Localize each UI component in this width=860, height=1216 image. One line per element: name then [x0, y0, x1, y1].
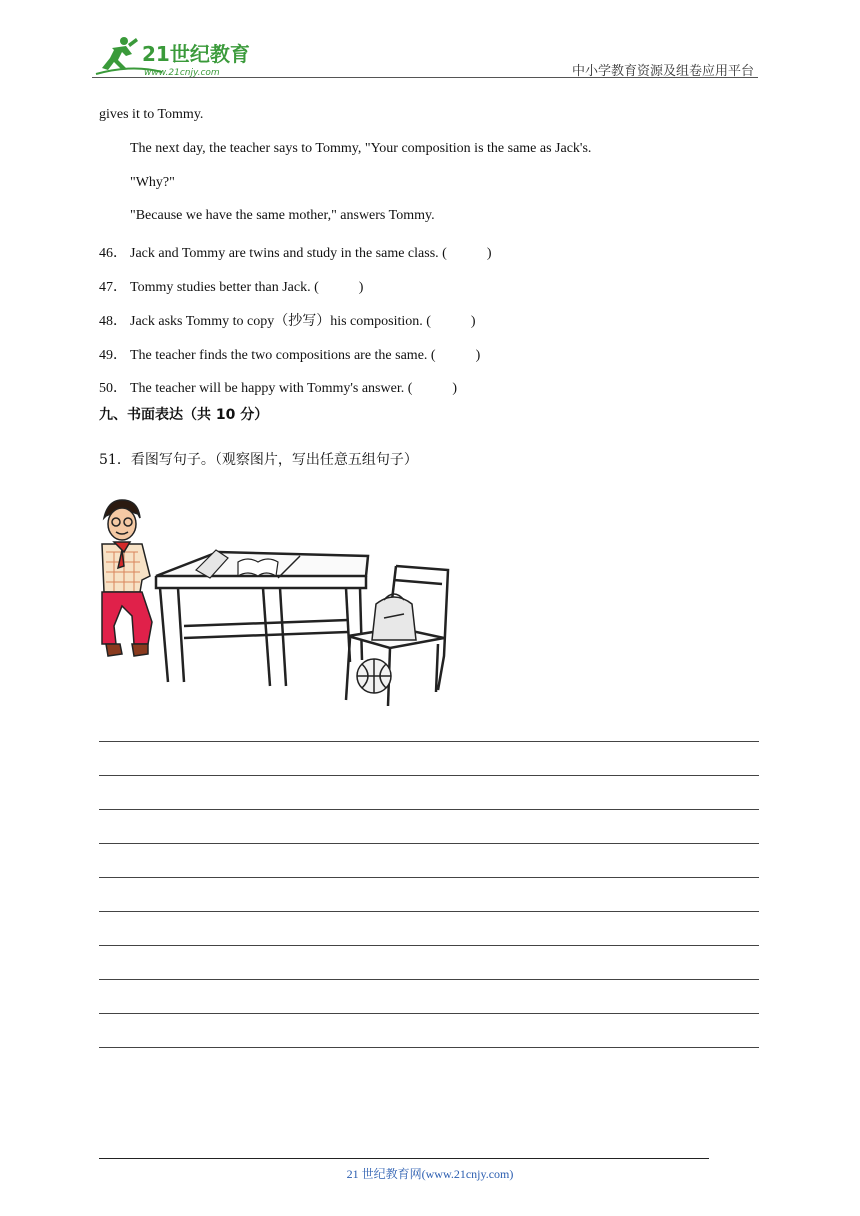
- question-close: ): [358, 280, 364, 295]
- answer-line[interactable]: [99, 1013, 759, 1014]
- backpack-icon: [372, 594, 416, 640]
- answer-line[interactable]: [99, 741, 759, 742]
- logo-text: 21世纪教育: [142, 42, 250, 66]
- boy-figure: [102, 500, 152, 656]
- question-close: ): [470, 314, 476, 329]
- illustration: [98, 496, 458, 708]
- question-number: 48．: [99, 314, 127, 329]
- question-text: Jack and Tommy are twins and study in the same class. (: [130, 246, 447, 261]
- question-48: [99, 310, 476, 330]
- basketball-icon: [357, 659, 391, 693]
- header-divider: [92, 77, 758, 78]
- question-text: The teacher finds the two compositions are the same. (: [130, 348, 436, 363]
- question-text: Jack asks Tommy to copy（抄写）his composition. (: [130, 314, 431, 329]
- page-header: [92, 30, 758, 80]
- passage-line: "Because we have the same mother," answers Tommy.: [130, 208, 435, 223]
- answer-line[interactable]: [99, 911, 759, 912]
- question-close: ): [475, 348, 481, 363]
- logo: [92, 34, 262, 78]
- question-49: [99, 344, 480, 364]
- logo-url: www.21cnjy.com: [144, 68, 220, 78]
- question-number: 49．: [99, 348, 127, 363]
- passage-line: The next day, the teacher says to Tommy, "Your composition is the same as Jack's.: [130, 141, 592, 156]
- runner-icon: [102, 37, 138, 70]
- section-heading: 九、书面表达（共 10 分）: [99, 407, 269, 423]
- passage-line: gives it to Tommy.: [99, 107, 204, 122]
- question-number: 46．: [99, 246, 127, 261]
- answer-line[interactable]: [99, 979, 759, 980]
- question-47: [99, 276, 363, 296]
- answer-line[interactable]: [99, 1047, 759, 1048]
- answer-line[interactable]: [99, 775, 759, 776]
- footer-divider: [99, 1158, 709, 1159]
- question-46: [99, 242, 491, 262]
- answer-line[interactable]: [99, 843, 759, 844]
- answer-line[interactable]: [99, 945, 759, 946]
- question-close: ): [486, 246, 492, 261]
- question-close: ): [452, 381, 458, 396]
- question-text: Tommy studies better than Jack. (: [130, 280, 319, 295]
- answer-line[interactable]: [99, 877, 759, 878]
- question-text: The teacher will be happy with Tommy's answer. (: [130, 381, 413, 396]
- answer-line[interactable]: [99, 809, 759, 810]
- footer-text: 21 世纪教育网(www.21cnjy.com): [346, 1167, 514, 1181]
- question-number: 50．: [99, 381, 127, 396]
- question-51: 51．看图写句子。（观察图片，写出任意五组句子）: [99, 452, 418, 468]
- question-50: [99, 377, 457, 397]
- question-number: 47．: [99, 280, 127, 295]
- passage-line: "Why?": [130, 175, 175, 190]
- platform-name: 中小学教育资源及组卷应用平台: [571, 64, 754, 79]
